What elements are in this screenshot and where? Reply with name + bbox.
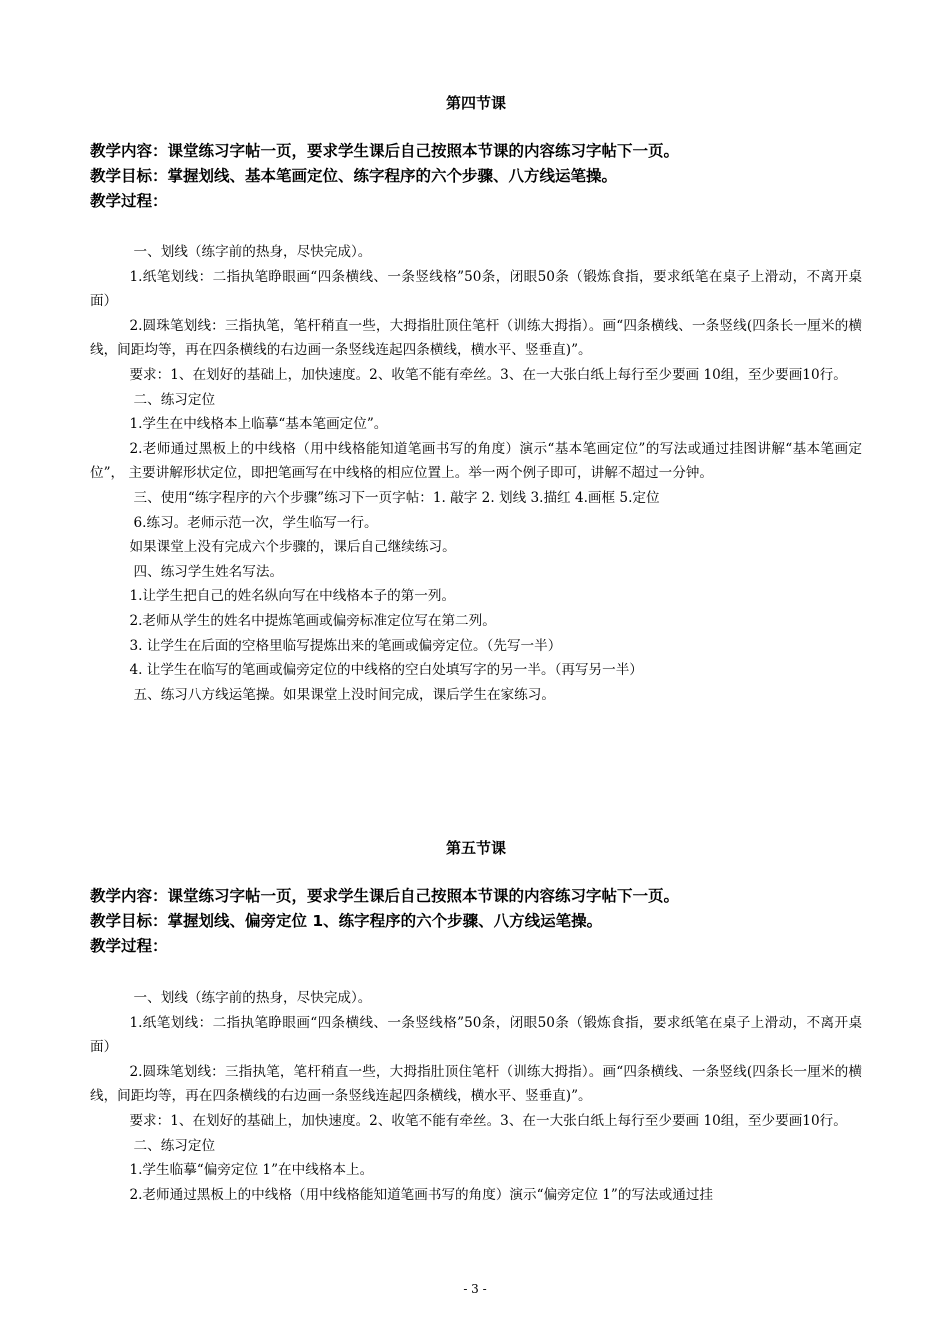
lesson4-paragraph: 2.老师从学生的姓名中提炼笔画或偏旁标准定位写在第二列。 — [129, 612, 496, 629]
lesson5-paragraph: 1.纸笔划线：二指执笔睁眼画“四条横线、一条竖线格”50条，闭眼50条（锻炼食指，要求纸笔在桌子上滑动，不离开桌面） — [90, 1014, 862, 1056]
lesson5-goal: 教学目标：掌握划线、偏旁定位 1、练字程序的六个步骤、八方线运笔操。 — [90, 912, 603, 930]
lesson4-paragraph: 1.纸笔划线：二指执笔睁眼画“四条横线、一条竖线格”50条，闭眼50条（锻炼食指，要求纸笔在桌子上滑动，不离开桌面） — [90, 268, 862, 310]
lesson4-paragraph: 6.练习。老师示范一次，学生临写一行。 — [133, 514, 378, 531]
page-number: - 3 - — [463, 1282, 487, 1296]
lesson4-paragraph: 1.让学生把自己的姓名纵向写在中线格本子的第一列。 — [129, 588, 456, 605]
lesson4-paragraph: 1.学生在中线格本上临摹“基本笔画定位”。 — [129, 416, 388, 433]
lesson4-paragraph: 2.圆珠笔划线：三指执笔，笔杆稍直一些，大拇指肚顶住笔杆（训练大拇指）。画“四条横线、一条竖线(四条长一厘米的横线，间距均等，再在四条横线的右边画一条竖线连起四条横线，横水平、竖垂直)”。 — [90, 317, 862, 359]
lesson4-paragraph: 4. 让学生在临写的笔画或偏旁定位的中线格的空白处填写字的另一半。（再写另一半） — [129, 662, 643, 679]
lesson5-paragraph: 2.老师通过黑板上的中线格（用中线格能知道笔画书写的角度）演示“偏旁定位 1”的写法或通过挂 — [129, 1186, 714, 1203]
lesson5-paragraph: 二、练习定位 — [133, 1137, 216, 1154]
lesson4-paragraph: 如果课堂上没有完成六个步骤的，课后自己继续练习。 — [129, 539, 456, 556]
lesson5-content: 教学内容：课堂练习字帖一页，要求学生课后自己按照本节课的内容练习字帖下一页。 — [90, 887, 680, 905]
lesson4-content: 教学内容：课堂练习字帖一页，要求学生课后自己按照本节课的内容练习字帖下一页。 — [90, 142, 680, 160]
lesson5-body — [90, 986, 862, 1207]
lesson5-paragraph: 要求：1、在划好的基础上，加快速度。2、收笔不能有牵丝。3、在一大张白纸上每行至少要画 10组，至少要画10行。 — [129, 1112, 847, 1129]
lesson5-paragraph: 2.圆珠笔划线：三指执笔，笔杆稍直一些，大拇指肚顶住笔杆（训练大拇指）。画“四条横线、一条竖线(四条长一厘米的横线，间距均等，再在四条横线的右边画一条竖线连起四条横线，横水平、竖垂直)”。 — [90, 1063, 862, 1105]
lesson4-paragraph: 要求：1、在划好的基础上，加快速度。2、收笔不能有牵丝。3、在一大张白纸上每行至少要画 10组，至少要画10行。 — [129, 366, 847, 383]
lesson5-paragraph: 一、划线（练字前的热身，尽快完成）。 — [133, 990, 372, 1006]
lesson4-process: 教学过程： — [90, 192, 168, 210]
lesson4-paragraph: 3. 让学生在后面的空格里临写提炼出来的笔画或偏旁定位。（先写一半） — [129, 637, 562, 654]
lesson4-body — [90, 240, 862, 707]
lesson5-paragraph: 1.学生临摹“偏旁定位 1”在中线格本上。 — [129, 1162, 374, 1179]
lesson5-process: 教学过程： — [90, 937, 168, 955]
lesson4-paragraph: 2.老师通过黑板上的中线格（用中线格能知道笔画书写的角度）演示“基本笔画定位”的写法或通过挂图讲解“基本笔画定位”， 主要讲解形状定位，即把笔画写在中线格的相应位置上。举一两个例子即可，讲解不超过一分钟。 — [90, 440, 862, 482]
lesson5-title: 第五节课 — [445, 839, 506, 857]
lesson4-paragraph: 一、划线（练字前的热身，尽快完成）。 — [133, 244, 372, 260]
lesson4-paragraph: 三、使用“练字程序的六个步骤”练习下一页字帖：1. 敲字 2. 划线 3.描红 4.画框 5.定位 — [133, 489, 660, 506]
lesson4-goal: 教学目标：掌握划线、基本笔画定位、练字程序的六个步骤、八方线运笔操。 — [90, 167, 618, 185]
lesson4-paragraph: 四、练习学生姓名写法。 — [133, 563, 284, 580]
lesson4-title: 第四节课 — [445, 94, 506, 112]
lesson4-paragraph: 二、练习定位 — [133, 391, 216, 408]
lesson4-paragraph: 五、练习八方线运笔操。如果课堂上没时间完成，课后学生在家练习。 — [133, 686, 555, 703]
